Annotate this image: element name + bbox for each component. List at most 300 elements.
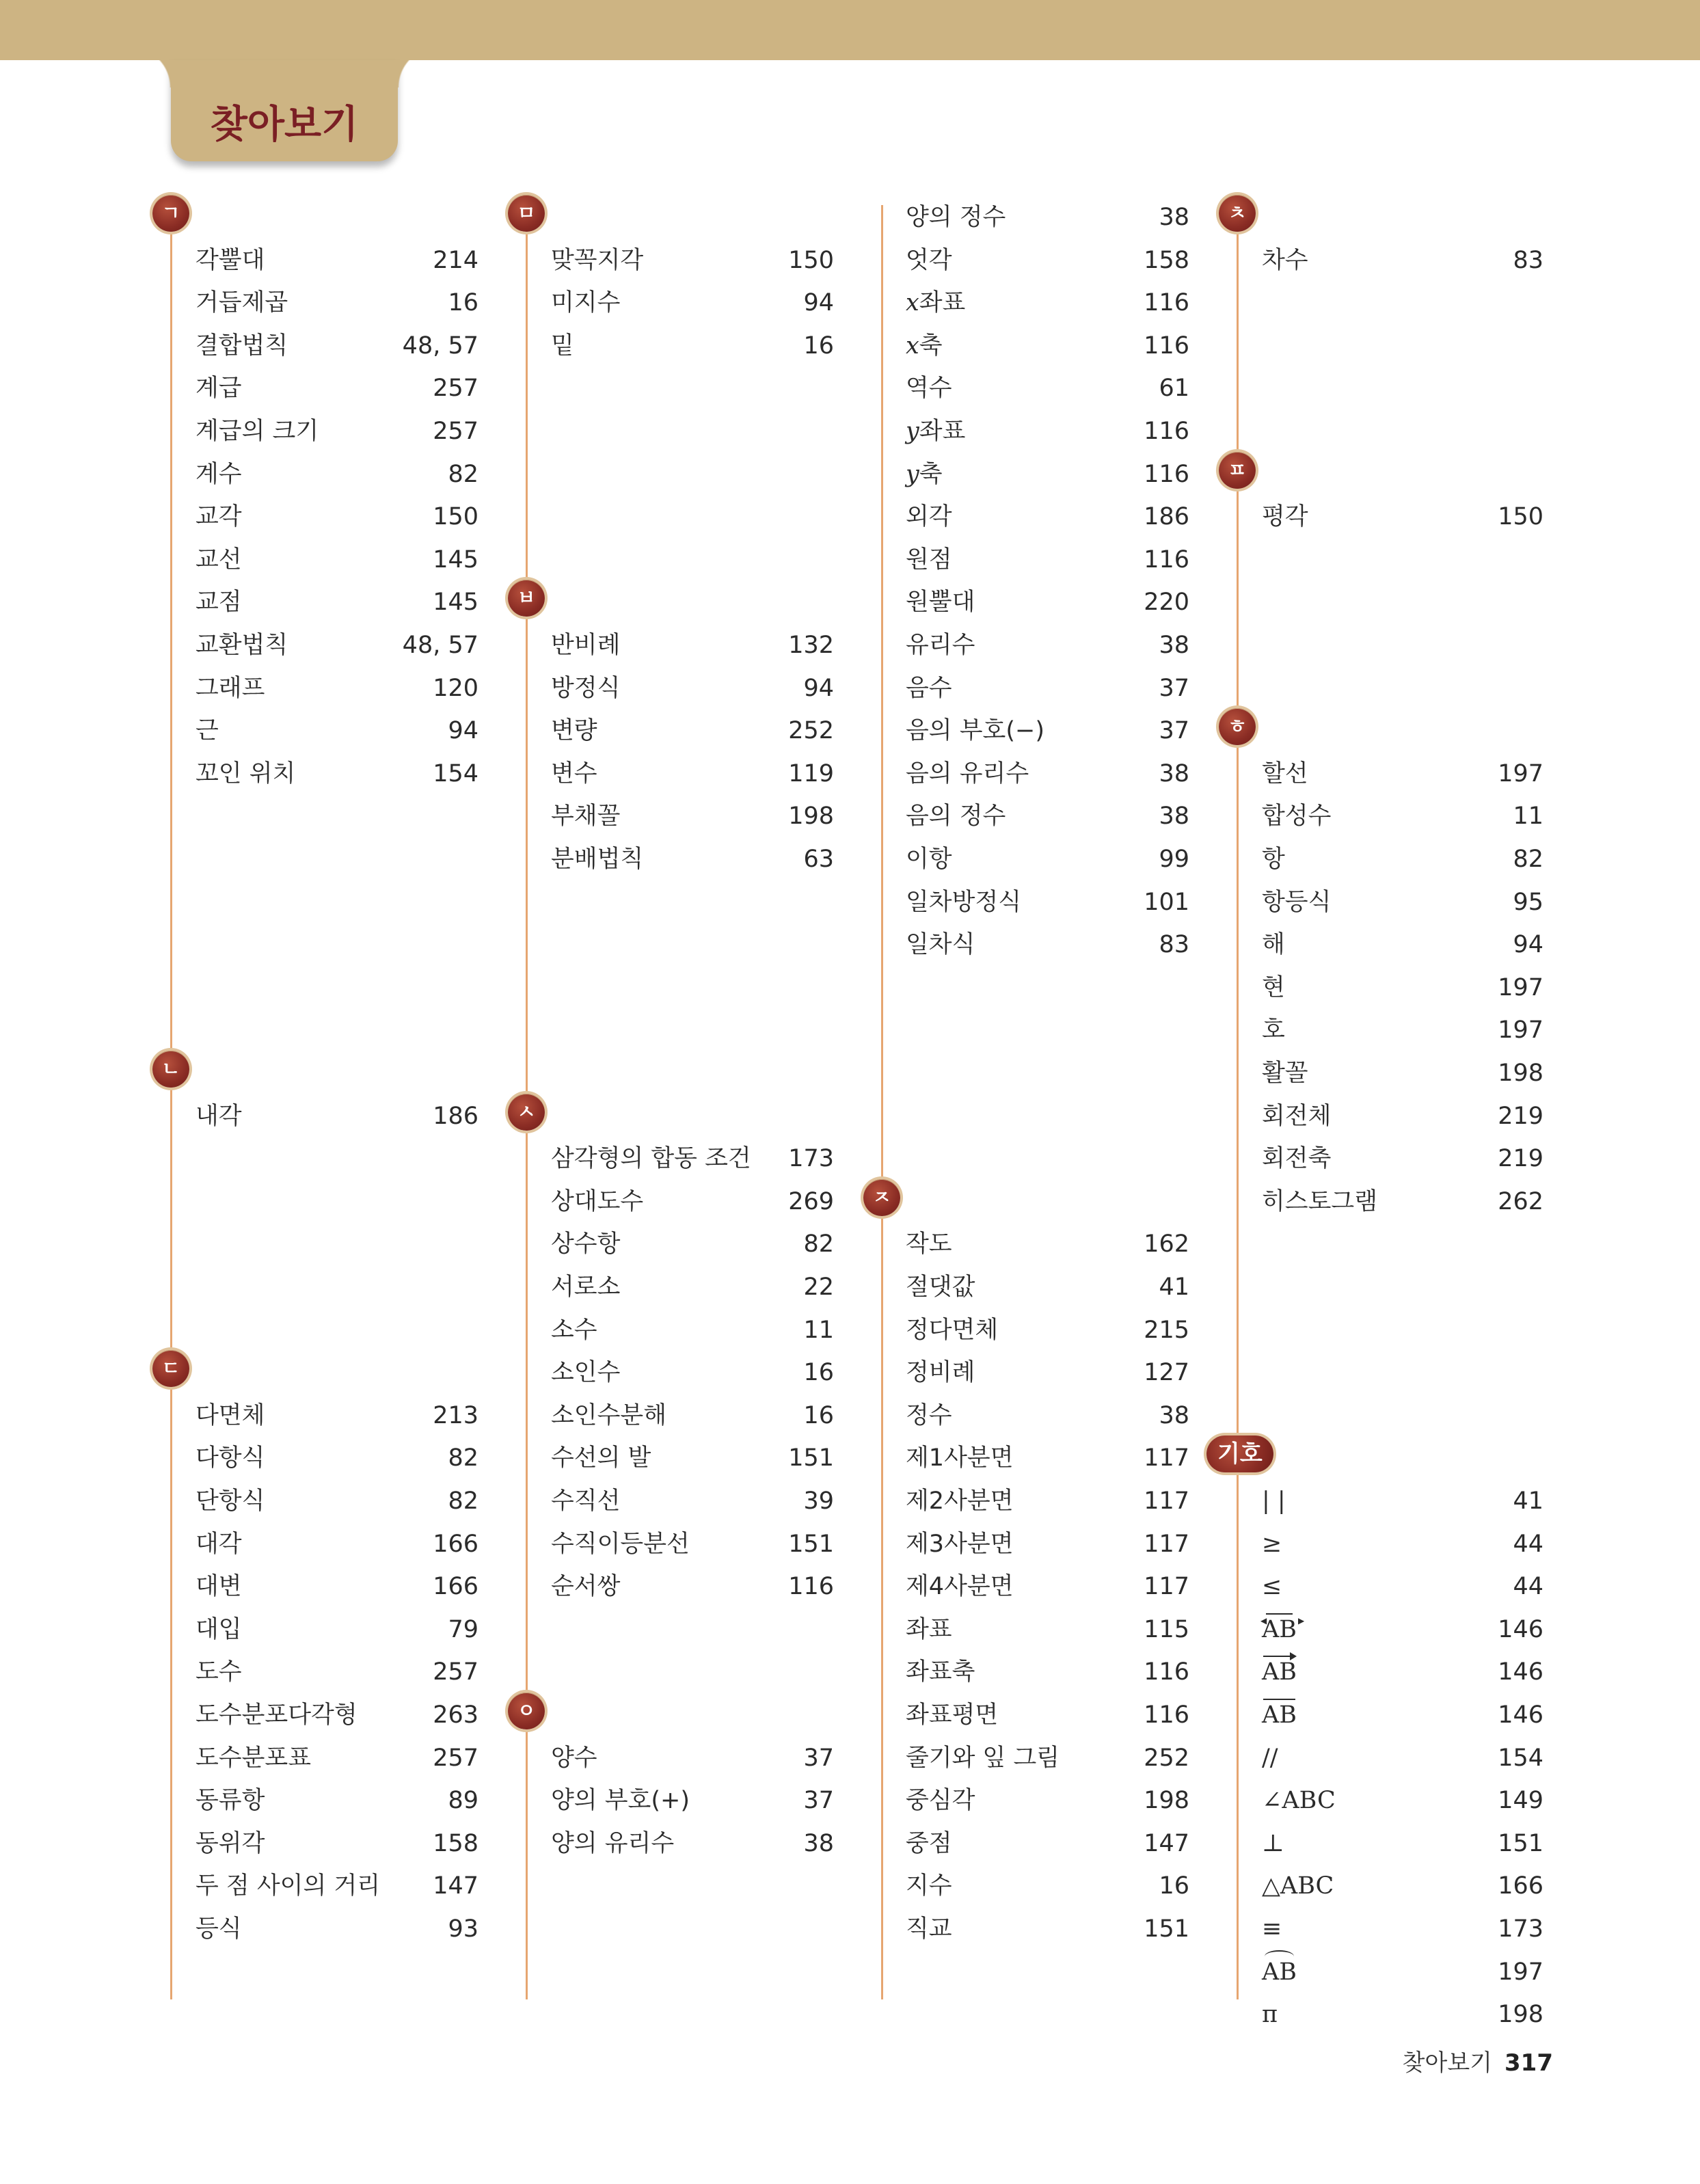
index-entry — [906, 839, 1189, 880]
index-entry — [195, 454, 478, 495]
index-page: 117 — [1144, 1487, 1189, 1515]
index-page: 89 — [448, 1787, 478, 1815]
index-page: 22 — [803, 1273, 834, 1301]
index-page: 154 — [1498, 1744, 1543, 1772]
index-term: 수선의 발 — [551, 1444, 651, 1472]
index-entry — [906, 1780, 1189, 1821]
index-page: 41 — [1159, 1273, 1189, 1301]
index-term: 분배법칙 — [551, 846, 644, 873]
index-page: 154 — [433, 759, 478, 787]
index-entry — [1262, 1695, 1543, 1736]
index-page: 82 — [448, 1487, 478, 1515]
index-entry — [195, 1609, 478, 1650]
index-page: 61 — [1159, 375, 1189, 403]
index-entry — [1262, 1524, 1543, 1565]
index-page: 94 — [803, 674, 834, 702]
index-entry — [195, 582, 478, 623]
index-term: 현 — [1262, 973, 1285, 1001]
index-term: 제3사분면 — [906, 1530, 1014, 1558]
index-entry — [1262, 967, 1543, 1008]
index-term: 교점 — [195, 589, 242, 617]
index-page: 94 — [803, 289, 834, 317]
index-term — [1262, 1609, 1297, 1650]
index-page: 220 — [1144, 589, 1189, 617]
index-term: 회전축 — [1262, 1145, 1332, 1173]
index-page: 263 — [433, 1701, 478, 1729]
index-entry — [1262, 1823, 1543, 1864]
index-term: 교선 — [195, 545, 242, 574]
index-term: 중심각 — [906, 1787, 975, 1815]
page-number: 317 — [1505, 2049, 1553, 2077]
title-tab — [171, 60, 398, 161]
index-page: 257 — [433, 418, 478, 445]
page-title: 찾아보기 — [210, 103, 359, 147]
overset-segment-symbol: AB — [1262, 1695, 1297, 1736]
index-page: 11 — [1513, 803, 1543, 831]
index-page: 94 — [1513, 931, 1543, 959]
index-term: y축 — [906, 460, 943, 488]
index-term: 절댓값 — [906, 1273, 975, 1301]
index-entry — [1262, 1738, 1543, 1779]
index-term: 계수 — [195, 460, 242, 488]
index-term: 거듭제곱 — [195, 289, 288, 317]
index-page: 215 — [1144, 1316, 1189, 1344]
index-term: 외각 — [906, 503, 952, 531]
section-badge-ieung: ㅇ — [508, 1693, 545, 1729]
index-term: 결합법칙 — [195, 332, 288, 360]
index-page: 44 — [1513, 1573, 1543, 1601]
index-page: 197 — [1498, 759, 1543, 787]
index-page: 11 — [803, 1316, 834, 1344]
index-entry — [551, 1780, 834, 1821]
index-page: 82 — [448, 1444, 478, 1472]
index-term: 방정식 — [551, 674, 621, 702]
index-page: 269 — [788, 1187, 834, 1215]
index-page: 149 — [1498, 1787, 1543, 1815]
index-page: 257 — [433, 375, 478, 403]
index-term: 정다면체 — [906, 1316, 999, 1344]
index-entry — [906, 1310, 1189, 1351]
index-page: 150 — [433, 503, 478, 531]
index-entry — [906, 582, 1189, 623]
index-term: 항등식 — [1262, 888, 1332, 916]
index-entry — [906, 282, 1189, 323]
overset-line-symbol: AB ◀ ▶ — [1262, 1609, 1297, 1650]
index-term: 변량 — [551, 717, 597, 745]
index-term: 유리수 — [906, 632, 975, 659]
index-page: 257 — [433, 1658, 478, 1686]
index-entry — [195, 753, 478, 794]
index-entry — [195, 1566, 478, 1607]
index-page: 132 — [788, 632, 834, 659]
index-entry — [906, 1652, 1189, 1693]
section-badge-chieut: ㅊ — [1219, 195, 1256, 232]
index-page: 16 — [448, 289, 478, 317]
index-page: 146 — [1498, 1615, 1543, 1643]
index-entry — [195, 710, 478, 751]
index-page: 94 — [448, 717, 478, 745]
index-entry — [551, 1267, 834, 1308]
index-page: 198 — [788, 803, 834, 831]
index-page: 166 — [1498, 1872, 1543, 1900]
index-page: 145 — [433, 589, 478, 617]
index-entry — [1262, 753, 1543, 794]
index-entry — [1262, 1138, 1543, 1179]
index-page: 173 — [788, 1145, 834, 1173]
index-term: 소인수분해 — [551, 1401, 667, 1429]
index-term: 줄기와 잎 그림 — [906, 1744, 1060, 1772]
index-entry — [1262, 1096, 1543, 1137]
index-page: 198 — [1144, 1787, 1189, 1815]
index-entry — [1262, 1053, 1543, 1094]
index-term: 일차식 — [906, 931, 975, 959]
index-term: 소수 — [551, 1316, 597, 1344]
index-entry — [551, 1181, 834, 1222]
index-page: 79 — [448, 1615, 478, 1643]
index-entry — [551, 282, 834, 323]
index-term: 대각 — [195, 1530, 242, 1558]
index-entry — [551, 1352, 834, 1393]
index-term: 합성수 — [1262, 803, 1332, 831]
index-page: 117 — [1144, 1444, 1189, 1472]
index-entry — [551, 325, 834, 366]
index-term: 삼각형의 합동 조건 — [551, 1145, 751, 1173]
index-page: 16 — [803, 332, 834, 360]
index-term: 역수 — [906, 375, 952, 403]
index-page: 158 — [433, 1829, 478, 1857]
index-page: 37 — [1159, 717, 1189, 745]
index-entry — [906, 668, 1189, 709]
index-entry — [551, 1138, 834, 1179]
index-term: 회전체 — [1262, 1102, 1332, 1130]
index-page: 151 — [788, 1530, 834, 1558]
overset-ray-symbol: AB — [1262, 1652, 1297, 1693]
index-term: ≥ — [1262, 1530, 1282, 1558]
index-page: 214 — [433, 246, 478, 274]
index-entry — [906, 1395, 1189, 1436]
index-entry — [906, 240, 1189, 281]
index-term: 할선 — [1262, 759, 1308, 787]
index-term: 꼬인 위치 — [195, 759, 296, 787]
index-entry — [906, 710, 1189, 751]
index-entry — [195, 1438, 478, 1479]
index-page: 197 — [1498, 1016, 1543, 1044]
index-page: 117 — [1144, 1573, 1189, 1601]
index-term: 좌표축 — [906, 1658, 975, 1686]
index-term: 대입 — [195, 1615, 242, 1643]
index-entry — [195, 539, 478, 580]
index-term: 동위각 — [195, 1829, 265, 1857]
index-entry — [551, 796, 834, 837]
index-entry — [906, 496, 1189, 537]
index-entry — [906, 1224, 1189, 1265]
index-page: 82 — [448, 460, 478, 488]
index-entry — [906, 882, 1189, 923]
index-page: 37 — [803, 1744, 834, 1772]
index-entry — [906, 1738, 1189, 1779]
index-entry — [551, 668, 834, 709]
overset-arc-symbol: AB — [1262, 1952, 1297, 1993]
index-page: 147 — [433, 1872, 478, 1900]
index-page: 151 — [788, 1444, 834, 1472]
index-term: 계급 — [195, 375, 242, 403]
index-page: 16 — [803, 1359, 834, 1387]
index-term: 작도 — [906, 1230, 952, 1258]
index-entry — [906, 1823, 1189, 1864]
index-entry — [1262, 1952, 1543, 1993]
index-page: 158 — [1144, 246, 1189, 274]
index-page: 39 — [803, 1487, 834, 1515]
index-entry — [195, 325, 478, 366]
index-term: 밑 — [551, 332, 574, 360]
index-entry — [551, 240, 834, 281]
index-entry — [195, 1395, 478, 1436]
index-entry — [551, 839, 834, 880]
index-term: 제2사분면 — [906, 1487, 1014, 1515]
index-entry — [906, 1438, 1189, 1479]
index-term: 도수분포다각형 — [195, 1701, 357, 1729]
section-badge-jieut: ㅈ — [863, 1179, 900, 1216]
index-entry — [195, 1695, 478, 1736]
index-page: 99 — [1159, 846, 1189, 873]
index-page: 44 — [1513, 1530, 1543, 1558]
section-badge-hieut: ㅎ — [1219, 708, 1256, 745]
index-page: 38 — [803, 1829, 834, 1857]
index-term: 상수항 — [551, 1230, 621, 1258]
index-term: π — [1262, 2001, 1278, 2029]
index-page: 127 — [1144, 1359, 1189, 1387]
index-term: 등식 — [195, 1915, 242, 1943]
index-term: 상대도수 — [551, 1187, 644, 1215]
index-term: 서로소 — [551, 1273, 621, 1301]
index-page: 116 — [1144, 289, 1189, 317]
index-term: 도수 — [195, 1658, 242, 1686]
index-term: ⊥ — [1262, 1829, 1284, 1857]
index-entry — [906, 1524, 1189, 1565]
index-page: 41 — [1513, 1487, 1543, 1515]
index-term: 호 — [1262, 1016, 1285, 1044]
footer-label: 찾아보기 — [1402, 2049, 1493, 2077]
index-entry — [195, 1481, 478, 1522]
index-entry — [1262, 496, 1543, 537]
index-page: 186 — [1144, 503, 1189, 531]
index-term: ≤ — [1262, 1573, 1282, 1601]
index-term: 직교 — [906, 1915, 952, 1943]
index-term: 양의 유리수 — [551, 1829, 675, 1857]
index-entry — [195, 240, 478, 281]
index-entry — [195, 1780, 478, 1821]
column-rule — [881, 205, 883, 1999]
index-entry — [906, 1267, 1189, 1308]
index-page: 262 — [1498, 1187, 1543, 1215]
index-term: 차수 — [1262, 246, 1308, 274]
index-term: 미지수 — [551, 289, 621, 317]
index-term: 항 — [1262, 846, 1285, 873]
index-page: 38 — [1159, 1401, 1189, 1429]
index-page: 146 — [1498, 1701, 1543, 1729]
index-term: 계급의 크기 — [195, 418, 319, 445]
index-page: 95 — [1513, 888, 1543, 916]
index-page: 186 — [433, 1102, 478, 1130]
index-term: ∠ABC — [1262, 1787, 1336, 1815]
index-term: 제1사분면 — [906, 1444, 1014, 1472]
index-page: 116 — [788, 1573, 834, 1601]
index-entry — [551, 1738, 834, 1779]
index-page: 197 — [1498, 973, 1543, 1001]
index-entry — [906, 454, 1189, 495]
index-term: 중점 — [906, 1829, 952, 1857]
index-page: 82 — [803, 1230, 834, 1258]
index-page: 116 — [1144, 1658, 1189, 1686]
index-term: 양수 — [551, 1744, 597, 1772]
index-page: 16 — [1159, 1872, 1189, 1900]
index-entry — [906, 539, 1189, 580]
index-term: 음의 부호(−) — [906, 717, 1045, 745]
index-term: | | — [1262, 1487, 1286, 1515]
index-term: 두 점 사이의 거리 — [195, 1872, 381, 1900]
index-entry — [906, 368, 1189, 409]
section-badge-nieun: ㄴ — [152, 1051, 189, 1088]
column-rule — [170, 205, 172, 1999]
index-page: 93 — [448, 1915, 478, 1943]
index-page: 151 — [1498, 1829, 1543, 1857]
index-entry — [906, 924, 1189, 965]
index-page: 37 — [1159, 674, 1189, 702]
index-entry — [906, 411, 1189, 452]
index-page: 116 — [1144, 332, 1189, 360]
index-entry — [906, 1695, 1189, 1736]
index-entry — [1262, 839, 1543, 880]
index-entry — [906, 625, 1189, 666]
index-entry — [551, 625, 834, 666]
index-term: 반비례 — [551, 632, 621, 659]
index-entry — [1262, 1994, 1543, 2035]
index-page: 150 — [788, 246, 834, 274]
index-term: 평각 — [1262, 503, 1308, 531]
index-entry — [195, 1865, 478, 1906]
index-term: △ABC — [1262, 1872, 1334, 1900]
index-entry — [551, 1224, 834, 1265]
index-entry — [551, 753, 834, 794]
index-term: x축 — [906, 332, 943, 360]
index-term: 변수 — [551, 759, 597, 787]
index-term: 대변 — [195, 1573, 242, 1601]
index-entry — [906, 325, 1189, 366]
index-page: 119 — [788, 759, 834, 787]
index-term: 소인수 — [551, 1359, 621, 1387]
index-page: 219 — [1498, 1145, 1543, 1173]
index-term — [1262, 1695, 1297, 1736]
index-term: y좌표 — [906, 418, 966, 445]
index-page: 116 — [1144, 1701, 1189, 1729]
index-term: 음의 유리수 — [906, 759, 1029, 787]
index-entry — [906, 197, 1189, 238]
index-term: 다면체 — [195, 1401, 265, 1429]
index-term: 엇각 — [906, 246, 952, 274]
index-entry — [195, 1524, 478, 1565]
index-page: 162 — [1144, 1230, 1189, 1258]
index-entry — [195, 282, 478, 323]
index-page: 83 — [1513, 246, 1543, 274]
index-entry — [1262, 1780, 1543, 1821]
index-page: 198 — [1498, 1060, 1543, 1087]
index-page: 198 — [1498, 2001, 1543, 2029]
index-page: 120 — [433, 674, 478, 702]
index-page: 38 — [1159, 803, 1189, 831]
index-term: 정비례 — [906, 1359, 975, 1387]
index-term: 제4사분면 — [906, 1573, 1014, 1601]
index-entry — [1262, 1481, 1543, 1522]
index-page: 48, 57 — [402, 332, 478, 360]
index-page: 173 — [1498, 1915, 1543, 1943]
index-page: 115 — [1144, 1615, 1189, 1643]
index-page: 197 — [1498, 1958, 1543, 1986]
index-term: 도수분포표 — [195, 1744, 312, 1772]
index-term: 동류항 — [195, 1787, 265, 1815]
index-term: 음의 정수 — [906, 803, 1006, 831]
index-entry — [195, 1096, 478, 1137]
index-page: 37 — [803, 1787, 834, 1815]
index-page: 166 — [433, 1530, 478, 1558]
section-badge-mieum: ㅁ — [508, 195, 545, 232]
index-term — [1262, 1652, 1297, 1693]
index-page: 117 — [1144, 1530, 1189, 1558]
index-page: 166 — [433, 1573, 478, 1601]
index-term: 이항 — [906, 846, 952, 873]
section-badge-siot: ㅅ — [508, 1094, 545, 1131]
section-badge-bieup: ㅂ — [508, 580, 545, 617]
index-entry — [1262, 924, 1543, 965]
index-term: 수직이등분선 — [551, 1530, 690, 1558]
index-term: 다항식 — [195, 1444, 265, 1472]
index-page: 82 — [1513, 846, 1543, 873]
index-term: 일차방정식 — [906, 888, 1022, 916]
index-term: 교각 — [195, 503, 242, 531]
index-term — [1262, 1952, 1297, 1993]
index-entry — [906, 1609, 1189, 1650]
index-entry — [1262, 1909, 1543, 1950]
index-term: 순서쌍 — [551, 1573, 621, 1601]
index-term: ≡ — [1262, 1915, 1282, 1943]
index-term: 부채꼴 — [551, 803, 621, 831]
section-badge-pieup: ㅍ — [1219, 452, 1256, 489]
index-page: 257 — [433, 1744, 478, 1772]
index-term: 근 — [195, 717, 219, 745]
index-term: x좌표 — [906, 289, 966, 317]
index-page: 147 — [1144, 1829, 1189, 1857]
index-entry — [1262, 240, 1543, 281]
index-term: 좌표평면 — [906, 1701, 999, 1729]
index-entry — [551, 1310, 834, 1351]
index-page: 101 — [1144, 888, 1189, 916]
index-page: 219 — [1498, 1102, 1543, 1130]
index-term: 양의 부호(+) — [551, 1787, 690, 1815]
index-entry — [906, 1481, 1189, 1522]
index-entry — [1262, 1181, 1543, 1222]
index-entry — [551, 1395, 834, 1436]
index-entry — [195, 496, 478, 537]
index-entry — [906, 753, 1189, 794]
index-page: 146 — [1498, 1658, 1543, 1686]
index-entry — [195, 1909, 478, 1950]
index-entry — [551, 1566, 834, 1607]
index-term: 히스토그램 — [1262, 1187, 1378, 1215]
index-entry — [195, 368, 478, 409]
index-entry — [906, 1909, 1189, 1950]
index-page: 116 — [1144, 545, 1189, 574]
index-entry — [1262, 1865, 1543, 1906]
index-entry — [551, 1481, 834, 1522]
